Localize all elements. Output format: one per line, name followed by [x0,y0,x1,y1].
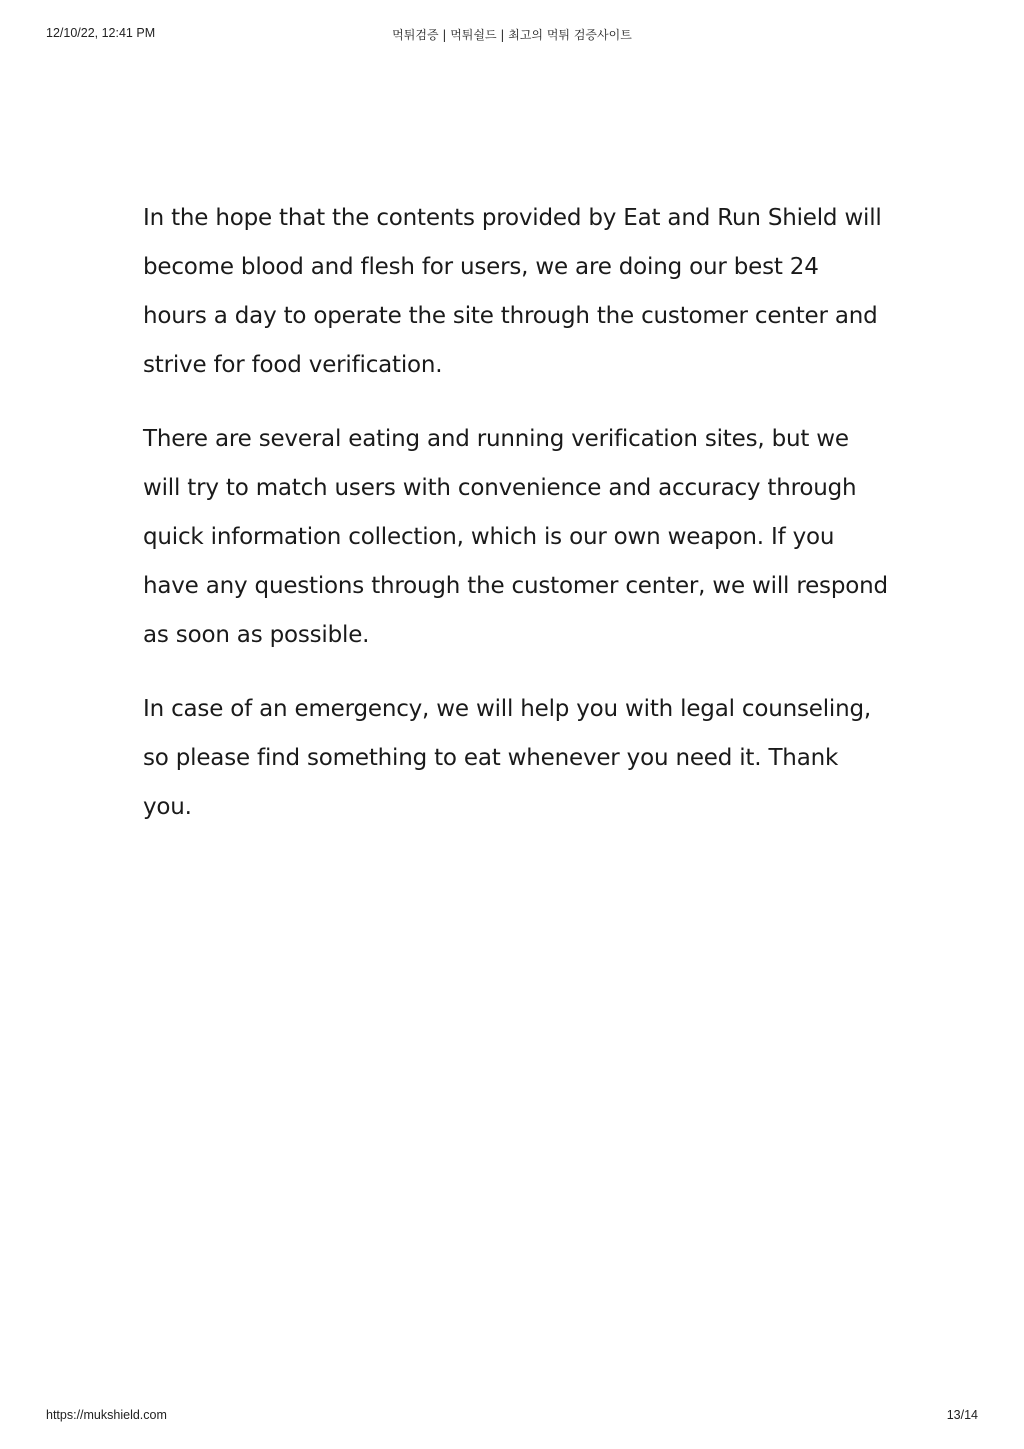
paragraph-emergency: In case of an emergency, we will help you with legal counseling, so please find something to eat whenever you need it. Thank you. [143,696,871,820]
paragraph-verification: There are several eating and running verification sites, but we will try to match users with convenience and accuracy through quick information collection, which is our own weapon. If you have any questions through the customer center, we will respond as soon as possible. [143,426,888,648]
print-footer [0,1408,1024,1424]
print-header [0,26,1024,42]
page-title: 먹튀검증 | 먹튀쉴드 | 최고의 먹튀 검증사이트 [392,28,632,42]
article-body [143,194,888,857]
page-number: 13/14 [946,1408,978,1422]
paragraph-intro: In the hope that the contents provided by Eat and Run Shield will become blood and flesh for users, we are doing our best 24 hours a day to operate the site through the customer center and strive for food verification. [143,205,882,378]
page-url: https://mukshield.com [46,1408,167,1422]
print-datetime: 12/10/22, 12:41 PM [46,26,156,40]
